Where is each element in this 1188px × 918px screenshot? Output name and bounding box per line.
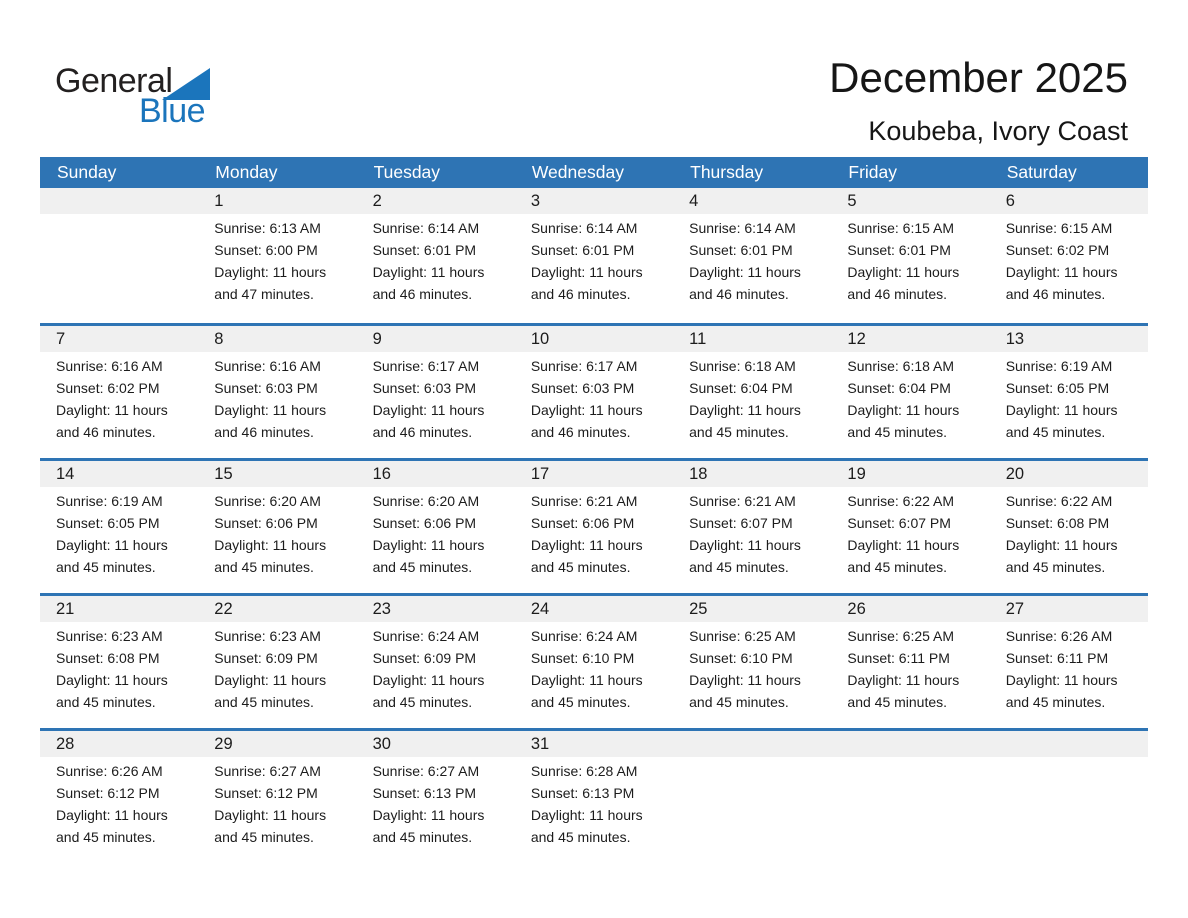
day-number: 23 bbox=[357, 596, 515, 622]
day-number: 1 bbox=[198, 188, 356, 214]
sunset-text: Sunset: 6:03 PM bbox=[530, 380, 635, 396]
day-details bbox=[357, 757, 515, 848]
day-cell-24 bbox=[515, 596, 673, 728]
day-details bbox=[40, 487, 198, 578]
sunset-text: Sunset: 6:05 PM bbox=[1005, 380, 1110, 396]
day-number: 21 bbox=[40, 596, 198, 622]
sunset-text: Sunset: 6:09 PM bbox=[372, 650, 477, 666]
sunrise-text: Sunrise: 6:20 AM bbox=[372, 493, 480, 509]
daylight-text: Daylight: 11 hours bbox=[1005, 672, 1118, 688]
day-details bbox=[831, 622, 989, 713]
daylight-text: and 45 minutes. bbox=[847, 694, 948, 710]
daylight-text: Daylight: 11 hours bbox=[1005, 264, 1118, 280]
daylight-text: and 46 minutes. bbox=[847, 286, 948, 302]
sunset-text: Sunset: 6:13 PM bbox=[530, 785, 635, 801]
sunset-text: Sunset: 6:02 PM bbox=[1005, 242, 1110, 258]
daylight-text: Daylight: 11 hours bbox=[214, 402, 327, 418]
sunrise-text: Sunrise: 6:21 AM bbox=[689, 493, 796, 509]
daylight-text: Daylight: 11 hours bbox=[56, 672, 168, 688]
weekday-header-saturday: Saturday bbox=[1006, 162, 1077, 182]
day-details bbox=[831, 352, 989, 443]
day-cell-31 bbox=[515, 731, 673, 863]
day-number: 9 bbox=[357, 326, 515, 352]
daylight-text: and 45 minutes. bbox=[372, 559, 473, 575]
day-number: 5 bbox=[831, 188, 989, 214]
daylight-text: Daylight: 11 hours bbox=[847, 402, 960, 418]
sunrise-text: Sunrise: 6:27 AM bbox=[372, 763, 480, 779]
sunrise-text: Sunrise: 6:25 AM bbox=[847, 628, 955, 644]
sunrise-text: Sunrise: 6:14 AM bbox=[372, 220, 480, 236]
sunrise-text: Sunrise: 6:28 AM bbox=[530, 763, 638, 779]
week-row-5 bbox=[40, 728, 1148, 863]
day-number: 14 bbox=[40, 461, 198, 487]
sunrise-text: Sunrise: 6:26 AM bbox=[56, 763, 163, 779]
day-number: 25 bbox=[673, 596, 831, 622]
day-cell-6 bbox=[990, 188, 1148, 323]
empty-day-cell bbox=[831, 731, 989, 863]
day-details bbox=[673, 622, 831, 713]
daylight-text: Daylight: 11 hours bbox=[372, 672, 485, 688]
sunset-text: Sunset: 6:07 PM bbox=[689, 515, 793, 531]
sunset-text: Sunset: 6:10 PM bbox=[689, 650, 793, 666]
empty-day-cell bbox=[40, 188, 198, 323]
daylight-text: Daylight: 11 hours bbox=[847, 264, 960, 280]
general-blue-logo bbox=[55, 58, 275, 138]
sunset-text: Sunset: 6:11 PM bbox=[1005, 650, 1109, 666]
day-details bbox=[673, 214, 831, 305]
daylight-text: and 45 minutes. bbox=[372, 694, 473, 710]
day-number: 4 bbox=[673, 188, 831, 214]
daylight-text: and 46 minutes. bbox=[530, 286, 631, 302]
sunset-text: Sunset: 6:12 PM bbox=[214, 785, 318, 801]
daylight-text: Daylight: 11 hours bbox=[214, 807, 327, 823]
week-row-3 bbox=[40, 458, 1148, 593]
sunrise-text: Sunrise: 6:27 AM bbox=[214, 763, 321, 779]
day-number: 17 bbox=[515, 461, 673, 487]
daylight-text: and 45 minutes. bbox=[530, 829, 631, 845]
weekday-header-wednesday: Wednesday bbox=[531, 162, 624, 182]
day-number bbox=[40, 188, 198, 214]
day-cell-16 bbox=[357, 461, 515, 593]
daylight-text: and 45 minutes. bbox=[689, 694, 789, 710]
daylight-text: Daylight: 11 hours bbox=[847, 537, 960, 553]
day-cell-5 bbox=[831, 188, 989, 323]
daylight-text: Daylight: 11 hours bbox=[1005, 402, 1118, 418]
daylight-text: and 45 minutes. bbox=[1005, 694, 1106, 710]
day-number: 3 bbox=[515, 188, 673, 214]
day-cell-10 bbox=[515, 326, 673, 458]
sunrise-text: Sunrise: 6:17 AM bbox=[372, 358, 480, 374]
daylight-text: and 45 minutes. bbox=[56, 694, 156, 710]
daylight-text: Daylight: 11 hours bbox=[530, 807, 643, 823]
daylight-text: Daylight: 11 hours bbox=[689, 537, 801, 553]
day-number: 12 bbox=[831, 326, 989, 352]
sunrise-text: Sunrise: 6:16 AM bbox=[214, 358, 321, 374]
day-details bbox=[515, 352, 673, 443]
day-cell-20 bbox=[990, 461, 1148, 593]
daylight-text: and 45 minutes. bbox=[214, 559, 314, 575]
daylight-text: Daylight: 11 hours bbox=[1005, 537, 1118, 553]
day-cell-13 bbox=[990, 326, 1148, 458]
day-details bbox=[198, 352, 356, 443]
day-details bbox=[515, 214, 673, 305]
day-details bbox=[990, 214, 1148, 305]
day-number: 10 bbox=[515, 326, 673, 352]
daylight-text: and 46 minutes. bbox=[689, 286, 789, 302]
daylight-text: and 45 minutes. bbox=[214, 694, 314, 710]
day-cell-17 bbox=[515, 461, 673, 593]
sunset-text: Sunset: 6:06 PM bbox=[214, 515, 318, 531]
logo-blue-text: Blue bbox=[139, 92, 206, 130]
day-number: 11 bbox=[673, 326, 831, 352]
day-details bbox=[515, 487, 673, 578]
location-subtitle: Koubeba, Ivory Coast bbox=[868, 116, 1128, 146]
calendar-table bbox=[40, 157, 1148, 863]
daylight-text: and 47 minutes. bbox=[214, 286, 314, 302]
sunset-text: Sunset: 6:01 PM bbox=[530, 242, 635, 258]
day-details bbox=[357, 352, 515, 443]
daylight-text: and 46 minutes. bbox=[372, 424, 473, 440]
daylight-text: and 46 minutes. bbox=[530, 424, 631, 440]
day-cell-9 bbox=[357, 326, 515, 458]
weekday-header-sunday: Sunday bbox=[57, 162, 117, 182]
day-number bbox=[831, 731, 989, 757]
calendar-grid bbox=[40, 188, 1148, 863]
daylight-text: Daylight: 11 hours bbox=[689, 402, 801, 418]
day-cell-21 bbox=[40, 596, 198, 728]
day-details bbox=[673, 352, 831, 443]
day-cell-25 bbox=[673, 596, 831, 728]
sunrise-text: Sunrise: 6:18 AM bbox=[847, 358, 955, 374]
day-cell-15 bbox=[198, 461, 356, 593]
day-number: 29 bbox=[198, 731, 356, 757]
daylight-text: Daylight: 11 hours bbox=[530, 264, 643, 280]
daylight-text: and 45 minutes. bbox=[530, 694, 631, 710]
day-number: 8 bbox=[198, 326, 356, 352]
sunset-text: Sunset: 6:13 PM bbox=[372, 785, 477, 801]
daylight-text: and 46 minutes. bbox=[372, 286, 473, 302]
sunset-text: Sunset: 6:02 PM bbox=[56, 380, 160, 396]
daylight-text: and 45 minutes. bbox=[689, 424, 789, 440]
sunrise-text: Sunrise: 6:15 AM bbox=[1005, 220, 1113, 236]
sunset-text: Sunset: 6:10 PM bbox=[530, 650, 635, 666]
day-number: 2 bbox=[357, 188, 515, 214]
sunrise-text: Sunrise: 6:24 AM bbox=[530, 628, 638, 644]
day-details bbox=[40, 622, 198, 713]
empty-day-cell bbox=[673, 731, 831, 863]
daylight-text: Daylight: 11 hours bbox=[689, 264, 801, 280]
sunset-text: Sunset: 6:03 PM bbox=[372, 380, 477, 396]
sunset-text: Sunset: 6:04 PM bbox=[689, 380, 793, 396]
daylight-text: and 45 minutes. bbox=[56, 829, 156, 845]
day-details bbox=[198, 757, 356, 848]
logo-general-text: General bbox=[55, 62, 173, 100]
day-cell-2 bbox=[357, 188, 515, 323]
sunset-text: Sunset: 6:01 PM bbox=[372, 242, 477, 258]
day-number: 22 bbox=[198, 596, 356, 622]
day-number: 6 bbox=[990, 188, 1148, 214]
day-details bbox=[831, 214, 989, 305]
daylight-text: Daylight: 11 hours bbox=[214, 672, 327, 688]
day-details bbox=[357, 622, 515, 713]
day-number bbox=[673, 731, 831, 757]
day-cell-12 bbox=[831, 326, 989, 458]
weekday-header-monday: Monday bbox=[215, 162, 278, 182]
daylight-text: Daylight: 11 hours bbox=[214, 537, 327, 553]
day-cell-14 bbox=[40, 461, 198, 593]
day-details bbox=[357, 487, 515, 578]
day-cell-23 bbox=[357, 596, 515, 728]
day-cell-27 bbox=[990, 596, 1148, 728]
sunrise-text: Sunrise: 6:16 AM bbox=[56, 358, 163, 374]
daylight-text: Daylight: 11 hours bbox=[372, 537, 485, 553]
daylight-text: and 45 minutes. bbox=[847, 424, 948, 440]
weekday-header-thursday: Thursday bbox=[690, 162, 764, 182]
daylight-text: Daylight: 11 hours bbox=[56, 537, 168, 553]
sunset-text: Sunset: 6:06 PM bbox=[372, 515, 477, 531]
page-title: December 2025 bbox=[829, 54, 1128, 101]
weekday-header-friday: Friday bbox=[848, 162, 898, 182]
sunrise-text: Sunrise: 6:24 AM bbox=[372, 628, 480, 644]
daylight-text: and 45 minutes. bbox=[689, 559, 789, 575]
day-details bbox=[990, 622, 1148, 713]
day-number: 13 bbox=[990, 326, 1148, 352]
day-number bbox=[990, 731, 1148, 757]
daylight-text: Daylight: 11 hours bbox=[372, 264, 485, 280]
sunset-text: Sunset: 6:04 PM bbox=[847, 380, 951, 396]
day-cell-7 bbox=[40, 326, 198, 458]
day-cell-30 bbox=[357, 731, 515, 863]
day-details bbox=[198, 622, 356, 713]
day-number: 19 bbox=[831, 461, 989, 487]
sunset-text: Sunset: 6:09 PM bbox=[214, 650, 318, 666]
daylight-text: and 45 minutes. bbox=[1005, 559, 1106, 575]
day-cell-19 bbox=[831, 461, 989, 593]
day-cell-8 bbox=[198, 326, 356, 458]
daylight-text: Daylight: 11 hours bbox=[689, 672, 801, 688]
week-row-4 bbox=[40, 593, 1148, 728]
week-row-1 bbox=[40, 188, 1148, 323]
sunrise-text: Sunrise: 6:22 AM bbox=[1005, 493, 1113, 509]
day-cell-22 bbox=[198, 596, 356, 728]
daylight-text: Daylight: 11 hours bbox=[372, 402, 485, 418]
sunrise-text: Sunrise: 6:21 AM bbox=[530, 493, 638, 509]
day-cell-11 bbox=[673, 326, 831, 458]
day-number: 26 bbox=[831, 596, 989, 622]
sunrise-text: Sunrise: 6:14 AM bbox=[689, 220, 796, 236]
day-details bbox=[990, 352, 1148, 443]
daylight-text: and 46 minutes. bbox=[1005, 286, 1106, 302]
weekday-header-row bbox=[40, 157, 1148, 188]
sunset-text: Sunset: 6:07 PM bbox=[847, 515, 951, 531]
daylight-text: Daylight: 11 hours bbox=[56, 402, 168, 418]
day-number: 16 bbox=[357, 461, 515, 487]
day-number: 20 bbox=[990, 461, 1148, 487]
sunset-text: Sunset: 6:11 PM bbox=[847, 650, 950, 666]
sunrise-text: Sunrise: 6:17 AM bbox=[530, 358, 638, 374]
day-details bbox=[673, 487, 831, 578]
day-number: 18 bbox=[673, 461, 831, 487]
day-details bbox=[198, 487, 356, 578]
sunrise-text: Sunrise: 6:23 AM bbox=[56, 628, 163, 644]
empty-day-cell bbox=[990, 731, 1148, 863]
day-details bbox=[515, 622, 673, 713]
day-details bbox=[990, 487, 1148, 578]
daylight-text: Daylight: 11 hours bbox=[56, 807, 168, 823]
day-number: 31 bbox=[515, 731, 673, 757]
day-number: 28 bbox=[40, 731, 198, 757]
day-details bbox=[40, 757, 198, 848]
sunrise-text: Sunrise: 6:19 AM bbox=[56, 493, 163, 509]
day-number: 30 bbox=[357, 731, 515, 757]
day-details bbox=[198, 214, 356, 305]
sunrise-text: Sunrise: 6:18 AM bbox=[689, 358, 796, 374]
sunset-text: Sunset: 6:01 PM bbox=[847, 242, 951, 258]
sunrise-text: Sunrise: 6:22 AM bbox=[847, 493, 955, 509]
day-number: 24 bbox=[515, 596, 673, 622]
day-details bbox=[40, 352, 198, 443]
sunrise-text: Sunrise: 6:26 AM bbox=[1005, 628, 1113, 644]
sunset-text: Sunset: 6:06 PM bbox=[530, 515, 635, 531]
day-cell-18 bbox=[673, 461, 831, 593]
day-cell-28 bbox=[40, 731, 198, 863]
day-cell-4 bbox=[673, 188, 831, 323]
day-cell-26 bbox=[831, 596, 989, 728]
sunrise-text: Sunrise: 6:20 AM bbox=[214, 493, 321, 509]
sunset-text: Sunset: 6:05 PM bbox=[56, 515, 160, 531]
day-cell-1 bbox=[198, 188, 356, 323]
sunrise-text: Sunrise: 6:13 AM bbox=[214, 220, 321, 236]
weekday-header-tuesday: Tuesday bbox=[373, 162, 441, 182]
sunset-text: Sunset: 6:12 PM bbox=[56, 785, 160, 801]
day-number: 27 bbox=[990, 596, 1148, 622]
sunset-text: Sunset: 6:00 PM bbox=[214, 242, 318, 258]
daylight-text: and 46 minutes. bbox=[56, 424, 156, 440]
daylight-text: and 45 minutes. bbox=[56, 559, 156, 575]
sunrise-text: Sunrise: 6:15 AM bbox=[847, 220, 955, 236]
sunset-text: Sunset: 6:03 PM bbox=[214, 380, 318, 396]
sunrise-text: Sunrise: 6:14 AM bbox=[530, 220, 638, 236]
daylight-text: and 46 minutes. bbox=[214, 424, 314, 440]
daylight-text: and 45 minutes. bbox=[372, 829, 473, 845]
daylight-text: Daylight: 11 hours bbox=[530, 672, 643, 688]
daylight-text: Daylight: 11 hours bbox=[530, 537, 643, 553]
day-details bbox=[831, 487, 989, 578]
day-details bbox=[357, 214, 515, 305]
daylight-text: Daylight: 11 hours bbox=[847, 672, 960, 688]
daylight-text: Daylight: 11 hours bbox=[530, 402, 643, 418]
sunset-text: Sunset: 6:01 PM bbox=[689, 242, 793, 258]
sunrise-text: Sunrise: 6:19 AM bbox=[1005, 358, 1113, 374]
daylight-text: Daylight: 11 hours bbox=[372, 807, 485, 823]
day-cell-29 bbox=[198, 731, 356, 863]
sunset-text: Sunset: 6:08 PM bbox=[1005, 515, 1110, 531]
sunrise-text: Sunrise: 6:25 AM bbox=[689, 628, 796, 644]
daylight-text: and 45 minutes. bbox=[1005, 424, 1106, 440]
day-number: 7 bbox=[40, 326, 198, 352]
daylight-text: and 45 minutes. bbox=[847, 559, 948, 575]
daylight-text: and 45 minutes. bbox=[214, 829, 314, 845]
sunrise-text: Sunrise: 6:23 AM bbox=[214, 628, 321, 644]
daylight-text: and 45 minutes. bbox=[530, 559, 631, 575]
day-cell-3 bbox=[515, 188, 673, 323]
week-row-2 bbox=[40, 323, 1148, 458]
day-number: 15 bbox=[198, 461, 356, 487]
daylight-text: Daylight: 11 hours bbox=[214, 264, 327, 280]
sunset-text: Sunset: 6:08 PM bbox=[56, 650, 160, 666]
day-details bbox=[515, 757, 673, 848]
